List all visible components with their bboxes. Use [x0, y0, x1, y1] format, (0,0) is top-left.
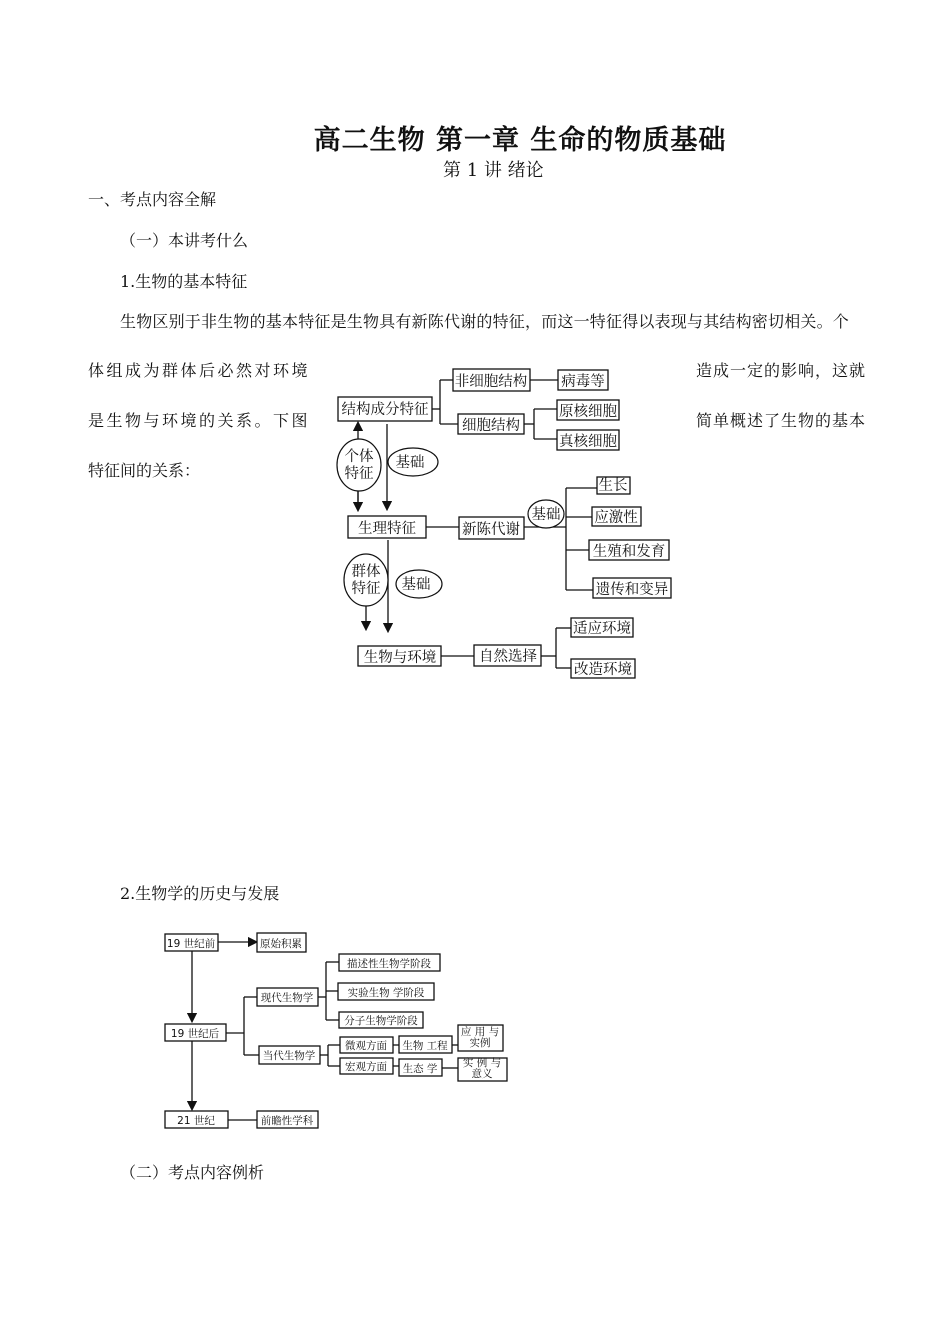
environment-label: 生物与环境	[363, 650, 437, 666]
heredity-label: 遗传和变异	[595, 582, 669, 598]
paragraph-line: 生物区别于非生物的基本特征是生物具有新陈代谢的特征，而这一特征得以表现与其结构密切相关。个	[120, 312, 850, 331]
growth-label: 生长	[598, 478, 628, 494]
metabolism-label: 新陈代谢	[462, 522, 520, 538]
primitive-label: 原始积累	[260, 938, 302, 950]
section-heading: 一、考点内容全解	[88, 190, 217, 209]
page-subtitle: 第 1 讲 绪论	[443, 160, 544, 181]
structure-label: 结构成分特征	[341, 402, 429, 418]
adapt-label: 适应环境	[573, 621, 631, 637]
descriptive-label: 描述性生物学阶段	[347, 958, 431, 970]
macro-label: 宏观方面	[345, 1061, 387, 1073]
physiology-label: 生理特征	[358, 521, 416, 537]
frontier-label: 前瞻性学科	[260, 1115, 314, 1127]
experimental-label: 实验生物 学阶段	[347, 987, 425, 999]
paragraph-line-left: 体组成为群体后必然对环境	[88, 361, 311, 380]
micro-label: 微观方面	[345, 1040, 387, 1052]
ecology-label: 生态 学	[402, 1063, 438, 1075]
subsection-heading: （一）本讲考什么	[120, 231, 249, 250]
population-label: 群体特征	[351, 564, 381, 597]
eukaryote-label: 真核细胞	[559, 434, 617, 450]
contemporary-label: 当代生物学	[262, 1050, 316, 1062]
apply1-label: 应 用 与实例	[460, 1026, 500, 1049]
before19-label: 19 世纪前	[166, 938, 216, 950]
non-cell-label: 非细胞结构	[454, 374, 528, 390]
irritability-label: 应激性	[594, 510, 638, 526]
paragraph-line-right: 简单概述了生物的基本	[696, 411, 867, 430]
cell-label: 细胞结构	[462, 418, 520, 434]
item-heading: 1.生物的基本特征	[120, 272, 248, 291]
basis-label: 基础	[395, 455, 425, 471]
paragraph-line: 特征间的关系：	[88, 461, 201, 480]
apply2-label: 实 例 与意义	[462, 1057, 502, 1080]
reproduction-label: 生殖和发育	[592, 544, 666, 560]
molecular-label: 分子生物学阶段	[344, 1015, 418, 1027]
modern-label: 现代生物学	[260, 992, 314, 1004]
individual-label: 个体特征	[344, 449, 374, 482]
subsection-heading: （二）考点内容例析	[120, 1163, 265, 1182]
basis-label: 基础	[531, 507, 561, 523]
page-title: 高二生物 第一章 生命的物质基础	[313, 125, 727, 156]
basis-label: 基础	[401, 577, 431, 593]
selection-label: 自然选择	[479, 649, 537, 665]
bioeng-label: 生物 工程	[402, 1040, 448, 1052]
virus-label: 病毒等	[561, 374, 605, 390]
item-heading: 2.生物学的历史与发展	[120, 884, 280, 903]
paragraph-line-right: 造成一定的影响，这就	[696, 361, 867, 380]
prokaryote-label: 原核细胞	[559, 404, 617, 420]
c21-label: 21 世纪	[177, 1115, 215, 1127]
transform-label: 改造环境	[574, 662, 632, 678]
after19-label: 19 世纪后	[170, 1028, 220, 1040]
paragraph-line-left: 是生物与环境的关系。下图	[88, 411, 311, 430]
